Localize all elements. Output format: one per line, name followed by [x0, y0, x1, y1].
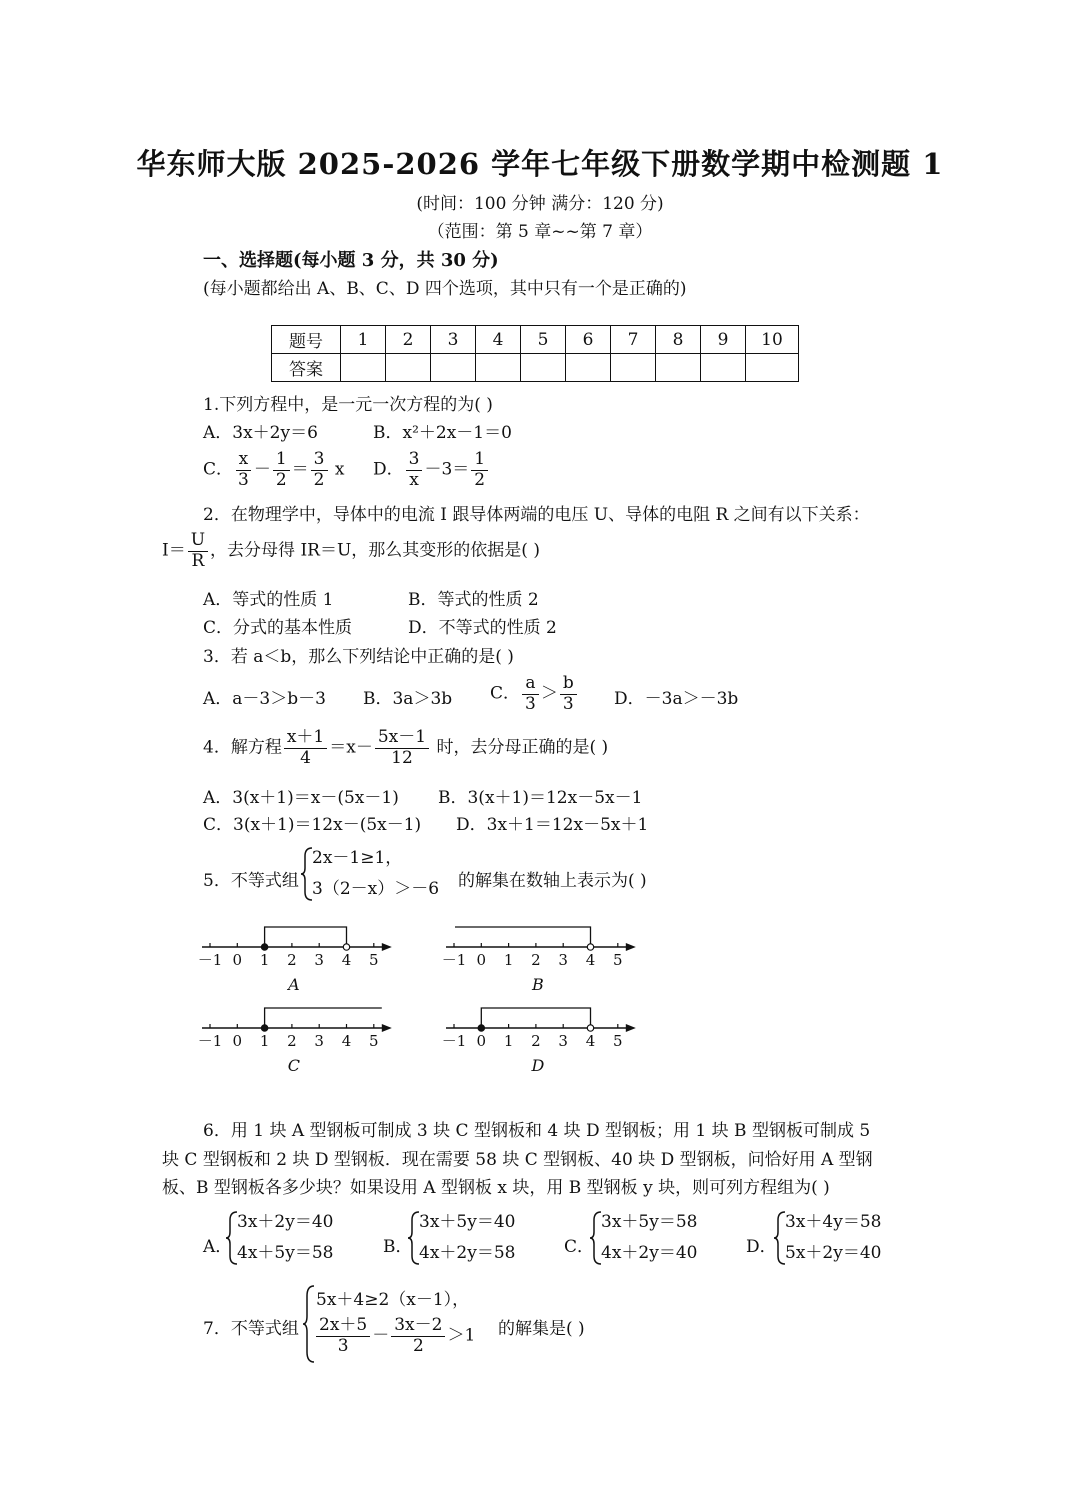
table-cell: 4	[476, 326, 521, 354]
table-cell: 9	[701, 326, 746, 354]
q1-option-c: C． $\frac{x}{3}$ － $\frac{1}{2}$ ＝ $\frac{3}{2}$ x	[203, 449, 345, 490]
q3-stem: 3．若 a＜b，那么下列结论中正确的是( )	[203, 647, 514, 667]
tick-label: －1	[441, 1032, 467, 1050]
fraction: $\frac{b}{3}$	[560, 674, 577, 714]
fraction: $\frac{2x+5}{3}$	[316, 1316, 370, 1356]
answer-table-number-row	[272, 326, 799, 354]
q2-option-d: D．不等式的性质 2	[408, 618, 557, 638]
q1-stem: 1.下列方程中，是一元一次方程的为( )	[203, 395, 493, 415]
tick-label: 3	[314, 1032, 324, 1050]
q5-suffix: 的解集在数轴上表示为( )	[458, 871, 647, 891]
q5-system-line2: 3（2－x）＞－6	[312, 879, 440, 899]
open-endpoint	[587, 944, 593, 950]
answer-cell[interactable]	[566, 354, 611, 382]
q7-system-line2: $\frac{2x+5}{3}$ － $\frac{3x-2}{2}$ ＞1	[314, 1316, 475, 1356]
tick-label: 4	[585, 951, 596, 969]
axis-arrow	[382, 1024, 392, 1032]
closed-endpoint	[478, 1025, 484, 1031]
tick-label: 5	[613, 1032, 623, 1050]
q1-c-label: C．	[203, 459, 234, 480]
q6-line3: 板、B 型钢板各多少块？如果设用 A 型钢板 x 块，用 B 型钢板 y 块，则可列方程组为( )	[162, 1178, 830, 1198]
table-cell: 10	[746, 326, 799, 354]
table-cell: 3	[431, 326, 476, 354]
q3-option-d: D．－3a＞－3b	[614, 689, 739, 709]
q6-d-label: D．	[746, 1237, 777, 1257]
fraction: $\frac{1}{2}$	[273, 450, 290, 490]
q1-option-d: D． $\frac{3}{x}$ －3＝ $\frac{1}{2}$	[373, 450, 490, 490]
q2-option-a: A．等式的性质 1	[203, 590, 334, 610]
q5-prefix: 5．不等式组	[203, 871, 299, 891]
fraction: $\frac{3x-2}{2}$	[391, 1316, 445, 1356]
answer-cell[interactable]	[746, 354, 799, 382]
tick-label: 5	[613, 951, 623, 969]
exam-time-line: (时间：100 分钟 满分：120 分)	[416, 194, 664, 214]
q1-option-b: B．x²＋2x－1＝0	[373, 423, 512, 443]
q7-suffix: 的解集是( )	[498, 1319, 585, 1339]
q6-line2: 块 C 型钢板和 2 块 D 型钢板．现在需要 58 块 C 型钢板、40 块 D 型钢板，问恰好用 A 型钢	[162, 1150, 873, 1170]
q6-a-label: A．	[203, 1237, 233, 1257]
table-cell: 5	[521, 326, 566, 354]
exam-range-line: （范围：第 5 章~~第 7 章）	[427, 222, 653, 242]
q5-system-line1: 2x－1≥1，	[312, 848, 403, 868]
tick-label: 1	[259, 951, 270, 969]
answer-table	[271, 325, 799, 382]
q3-option-a: A．a－3＞b－3	[203, 689, 326, 709]
q1-option-a: A．3x＋2y＝6	[203, 423, 318, 443]
answer-table-answer-row	[272, 354, 799, 382]
solution-bracket	[265, 1008, 382, 1028]
q5-system	[312, 843, 439, 905]
q4-option-c: C．3(x＋1)＝12x－(5x－1)	[203, 815, 422, 835]
fraction: $\frac{5x-1}{12}$	[375, 728, 429, 768]
q1-d-label: D．	[373, 459, 404, 480]
table-header-cell: 答案	[272, 354, 341, 382]
closed-endpoint	[261, 944, 267, 950]
tick-label: 0	[232, 1032, 243, 1050]
q2-stem: 2．在物理学中，导体中的电流 I 跟导体两端的电压 U、导体的电阻 R 之间有以下关系：	[203, 505, 870, 525]
option-label: B	[532, 975, 544, 994]
table-cell: 2	[386, 326, 431, 354]
tick-label: 3	[558, 951, 568, 969]
option-label: A	[288, 975, 300, 994]
tick-label: 0	[232, 951, 243, 969]
q3-option-b: B．3a＞3b	[363, 689, 453, 709]
answer-cell[interactable]	[341, 354, 386, 382]
open-endpoint	[587, 1025, 593, 1031]
q6-option-b: 3x＋5y＝40 4x＋2y＝58	[419, 1212, 516, 1263]
solution-bracket	[265, 927, 347, 947]
table-cell: 6	[566, 326, 611, 354]
q6-b-label: B．	[383, 1237, 413, 1257]
q6-c-label: C．	[564, 1237, 595, 1257]
closed-endpoint	[261, 1025, 267, 1031]
q5-number-lines	[0, 920, 1080, 1080]
answer-cell[interactable]	[611, 354, 656, 382]
section-heading: 一、选择题(每小题 3 分，共 30 分)	[203, 250, 499, 271]
fraction: $\frac{1}{2}$	[471, 450, 488, 490]
axis-arrow	[626, 1024, 636, 1032]
tick-label: 1	[259, 1032, 270, 1050]
q4-option-a: A．3(x＋1)＝x－(5x－1)	[203, 788, 399, 808]
tick-label: －1	[197, 951, 223, 969]
tick-label: －1	[441, 951, 467, 969]
axis-arrow	[382, 943, 392, 951]
tick-label: 0	[476, 1032, 487, 1050]
q7-prefix: 7．不等式组	[203, 1319, 299, 1339]
option-label: C	[287, 1056, 301, 1075]
table-cell: 7	[611, 326, 656, 354]
tick-label: 3	[558, 1032, 568, 1050]
tick-label: 0	[476, 951, 487, 969]
answer-cell[interactable]	[656, 354, 701, 382]
q2-option-c: C．分式的基本性质	[203, 618, 353, 638]
q6-option-d: 3x＋4y＝58 5x＋2y＝40	[785, 1212, 882, 1263]
answer-cell[interactable]	[521, 354, 566, 382]
section-note: (每小题都给出 A、B、C、D 四个选项，其中只有一个是正确的)	[203, 279, 687, 299]
option-label: D	[531, 1056, 545, 1075]
tick-label: 2	[531, 951, 541, 969]
tick-label: 4	[585, 1032, 596, 1050]
tick-label: 3	[314, 951, 324, 969]
q2-formula-line: I＝ $\frac{U}{R}$ ，去分母得 IR＝U，那么其变形的依据是( )	[162, 530, 540, 571]
q6-option-c: 3x＋5y＝58 4x＋2y＝40	[601, 1212, 698, 1263]
fraction: $\frac{x}{3}$	[235, 450, 252, 490]
q6-option-a: 3x＋2y＝40 4x＋5y＝58	[237, 1212, 334, 1263]
fraction: $\frac{3}{2}$	[311, 450, 328, 490]
tick-label: 5	[369, 1032, 379, 1050]
q4-option-d: D．3x＋1＝12x－5x＋1	[456, 815, 649, 835]
q2-option-b: B．等式的性质 2	[408, 590, 539, 610]
fraction: $\frac{3}{x}$	[406, 450, 423, 490]
tick-label: 1	[503, 1032, 514, 1050]
open-endpoint	[343, 944, 349, 950]
answer-cell[interactable]	[701, 354, 746, 382]
q4-stem: 4．解方程 $\frac{x+1}{4}$ ＝x－ $\frac{5x-1}{12}$ 时，去分母正确的是( )	[203, 727, 609, 768]
tick-label: 2	[531, 1032, 541, 1050]
answer-cell[interactable]	[386, 354, 431, 382]
answer-cell[interactable]	[431, 354, 476, 382]
table-cell: 8	[656, 326, 701, 354]
tick-label: 1	[503, 951, 514, 969]
q3-option-c: C． $\frac{a}{3}$ ＞ $\frac{b}{3}$	[490, 674, 579, 714]
tick-label: 2	[287, 951, 297, 969]
solution-bracket	[455, 927, 591, 947]
answer-cell[interactable]	[476, 354, 521, 382]
fraction: $\frac{x+1}{4}$	[284, 728, 327, 768]
fraction: $\frac{U}{R}$	[188, 531, 208, 571]
page-title: 华东师大版 2025-2026 学年七年级下册数学期中检测题 1	[136, 147, 944, 181]
q4-option-b: B．3(x＋1)＝12x－5x－1	[438, 788, 643, 808]
axis-arrow	[626, 943, 636, 951]
tick-label: 4	[341, 1032, 352, 1050]
tick-label: －1	[197, 1032, 223, 1050]
tick-label: 5	[369, 951, 379, 969]
table-cell: 1	[341, 326, 386, 354]
q6-line1: 6．用 1 块 A 型钢板可制成 3 块 C 型钢板和 4 块 D 型钢板；用 1 块 B 型钢板可制成 5	[203, 1121, 871, 1141]
tick-label: 2	[287, 1032, 297, 1050]
tick-label: 4	[341, 951, 352, 969]
q7-system-line1: 5x＋4≥2（x－1），	[316, 1290, 470, 1310]
table-header-cell: 题号	[272, 326, 341, 354]
fraction: $\frac{a}{3}$	[522, 674, 539, 714]
